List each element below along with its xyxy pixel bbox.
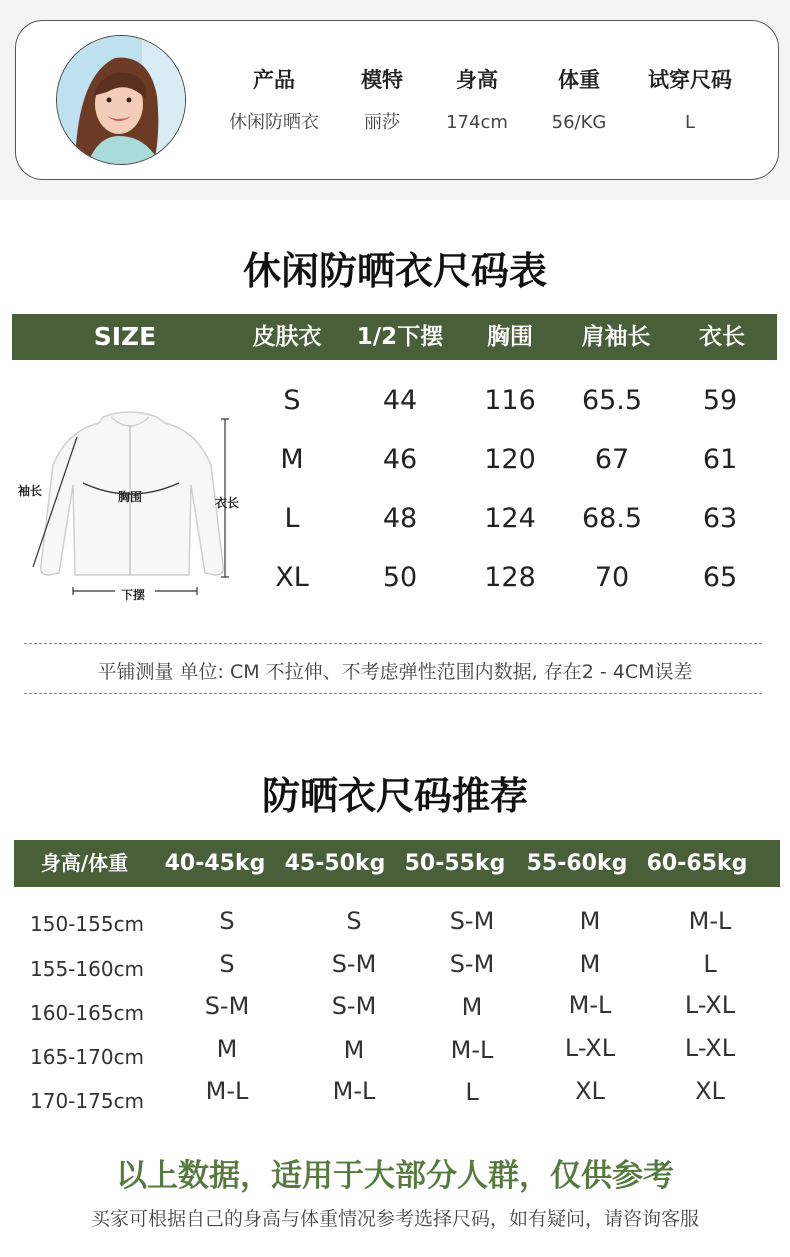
diagram-label-hem: 下摆 (121, 588, 146, 602)
header-height-weight: 身高/体重 (40, 851, 129, 875)
rec-row-1-col-4: M (579, 907, 601, 935)
rec-row-2-col-4: M (579, 950, 601, 978)
rec-row-2-col-2: S-M (331, 950, 377, 978)
size-row-l-length: 63 (702, 503, 738, 534)
rec-row-4-col-1: M (216, 1035, 238, 1063)
size-row-s-sleeve: 65.5 (581, 385, 643, 416)
model-value-size: L (684, 112, 696, 133)
model-header-model: 模特 (361, 68, 403, 92)
header-45-50kg: 45-50kg (284, 851, 386, 876)
rec-row-4-col-5: L-XL (684, 1034, 736, 1062)
header-size: SIZE (93, 322, 157, 351)
size-row-l-sleeve: 68.5 (581, 503, 643, 534)
rec-row-2-height: 155-160cm (30, 957, 145, 981)
rec-row-5-height: 170-175cm (30, 1089, 145, 1113)
size-row-xl-sleeve: 70 (594, 562, 630, 593)
footer-headline: 以上数据，适用于大部分人群，仅供参考 (116, 1158, 674, 1194)
rec-row-4-height: 165-170cm (30, 1045, 145, 1069)
rec-row-2-col-3: S-M (449, 950, 495, 978)
header-chest: 胸围 (487, 324, 533, 350)
size-row-m-sleeve: 67 (594, 444, 630, 475)
rec-row-5-col-5: XL (695, 1077, 725, 1105)
size-row-xl-hem: 50 (382, 562, 418, 593)
model-header-height: 身高 (456, 68, 498, 92)
rec-row-4-col-2: M (343, 1036, 365, 1064)
rec-row-3-col-3: M (461, 993, 483, 1021)
rec-row-1-col-1: S (219, 907, 235, 935)
model-header-product: 产品 (253, 68, 295, 92)
rec-row-3-col-4: M-L (568, 991, 612, 1019)
size-row-s-hem: 44 (382, 385, 418, 416)
size-row-s-chest: 116 (484, 385, 536, 416)
rec-row-5-col-4: XL (575, 1077, 605, 1105)
size-row-m-size: M (280, 444, 304, 475)
note-divider-bottom (24, 693, 762, 694)
model-photo-icon (57, 36, 186, 165)
header-50-55kg: 50-55kg (404, 851, 506, 876)
header-half-hem: 1/2下摆 (356, 324, 444, 350)
model-value-model: 丽莎 (364, 112, 400, 133)
model-col-size (620, 65, 760, 135)
rec-row-5-col-3: L (465, 1078, 479, 1106)
recommend-title: 防晒衣尺码推荐 (261, 774, 528, 818)
footer-subline: 买家可根据自己的身高与体重情况参考选择尺码，如有疑问，请咨询客服 (90, 1208, 699, 1230)
model-value-height: 174cm (446, 112, 508, 133)
size-row-m-chest: 120 (484, 444, 536, 475)
size-row-m-length: 61 (702, 444, 738, 475)
size-row-l-size: L (284, 503, 300, 534)
diagram-label-sleeve: 袖长 (18, 484, 43, 498)
size-row-l-chest: 124 (484, 503, 536, 534)
rec-row-4-col-3: M-L (450, 1036, 494, 1064)
header-55-60kg: 55-60kg (526, 851, 628, 876)
size-row-m-hem: 46 (382, 444, 418, 475)
rec-row-1-col-3: S-M (449, 907, 495, 935)
size-row-s-size: S (283, 385, 301, 416)
model-avatar (56, 35, 186, 165)
model-value-weight: 56/KG (551, 112, 607, 133)
model-info-card (15, 20, 779, 180)
header-sleeve-length: 肩袖长 (581, 324, 651, 350)
rec-row-2-col-5: L (703, 950, 717, 978)
measurement-note: 平铺测量 单位: CM 不拉伸、不考虑弹性范围内数据, 存在2 - 4CM误差 (97, 661, 693, 683)
note-divider-top (24, 643, 762, 644)
diagram-label-chest: 胸围 (118, 490, 143, 504)
rec-row-2-col-1: S (219, 950, 235, 978)
size-row-xl-size: XL (275, 562, 309, 593)
rec-row-3-col-1: S-M (204, 992, 250, 1020)
size-row-s-length: 59 (702, 385, 738, 416)
header-40-45kg: 40-45kg (164, 851, 266, 876)
rec-row-1-height: 150-155cm (30, 912, 145, 936)
header-body-length: 衣长 (699, 324, 745, 350)
header-skin-coat: 皮肤衣 (252, 324, 322, 350)
rec-row-1-col-2: S (346, 907, 362, 935)
jacket-diagram-icon (15, 405, 245, 610)
rec-row-5-col-1: M-L (205, 1077, 249, 1105)
diagram-label-length: 衣长 (215, 496, 240, 510)
size-chart-title: 休闲防晒衣尺码表 (242, 249, 547, 293)
rec-row-3-col-2: S-M (331, 992, 377, 1020)
size-row-l-hem: 48 (382, 503, 418, 534)
size-row-xl-chest: 128 (484, 562, 536, 593)
rec-row-4-col-4: L-XL (564, 1034, 616, 1062)
header-60-65kg: 60-65kg (646, 851, 748, 876)
rec-row-3-col-5: L-XL (684, 991, 736, 1019)
rec-row-3-height: 160-165cm (30, 1001, 145, 1025)
rec-row-5-col-2: M-L (332, 1077, 376, 1105)
model-header-weight: 体重 (558, 68, 600, 92)
size-row-xl-length: 65 (702, 562, 738, 593)
rec-row-1-col-5: M-L (688, 907, 732, 935)
model-header-size: 试穿尺码 (648, 68, 732, 92)
model-value-product: 休闲防晒衣 (229, 112, 319, 133)
